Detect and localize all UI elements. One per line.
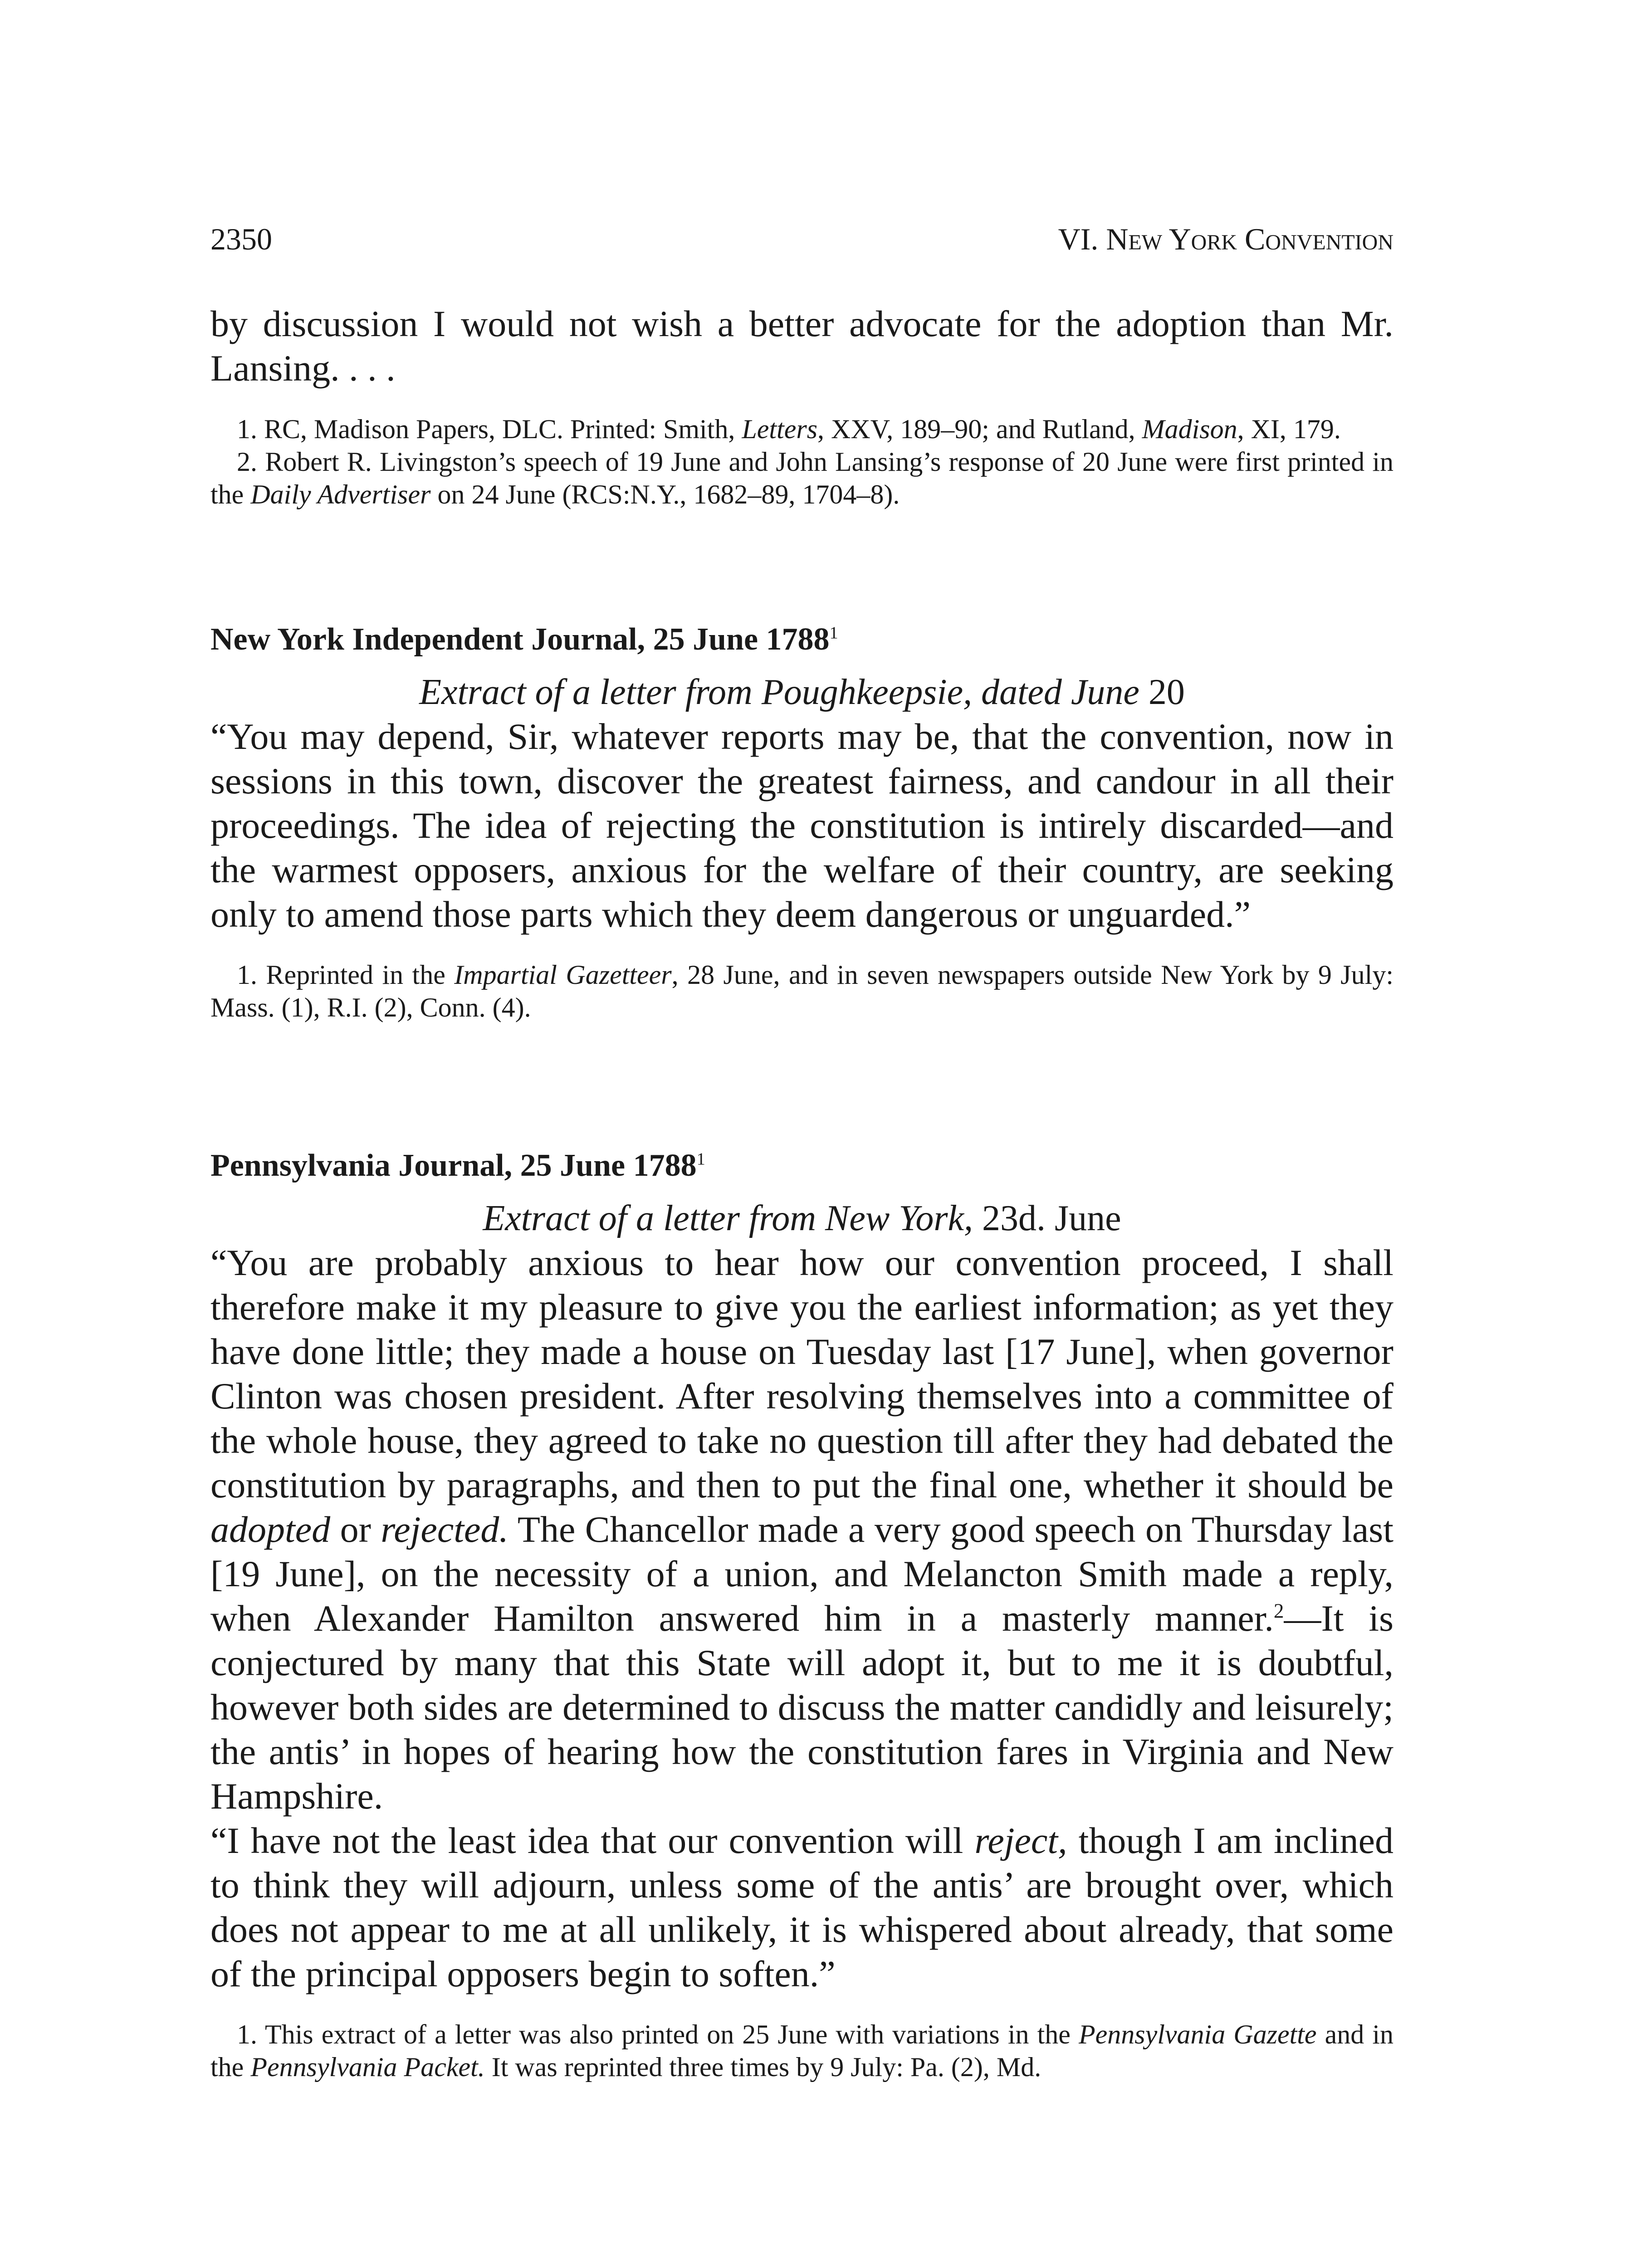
section-heading: New York Independent Journal, 25 June 1788$^1$: [210, 622, 838, 657]
dateline: Extract of a letter from Poughkeepsie, dated June 20: [419, 672, 1185, 712]
footnote: 1. RC, Madison Papers, DLC. Printed: Smith, Letters, XXV, 189–90; and Rutland, Madison, XI, 179.: [237, 414, 1341, 444]
section-heading: Pennsylvania Journal, 25 June 1788$^1$: [210, 1148, 705, 1183]
dateline: Extract of a letter from New York, 23d. June: [483, 1198, 1121, 1238]
section-pennsylvania-journal: [210, 1145, 1393, 2083]
continuation-paragraph: by discussion I would not wish a better advocate for the adoption than Mr. Lansing. . . .: [210, 303, 1393, 389]
footnote: 1. Reprinted in the Impartial Gazetteer, 28 June, and in seven newspapers outside New York by 9 July: Mass. (1), R.I. (2), Conn. (4).: [210, 960, 1393, 1022]
footnote: 2. Robert R. Livingston’s speech of 19 June and John Lansing’s response of 20 June were first printed in the Daily Advertiser on 24 June (RCS:N.Y., 1682–89, 1704–8).: [210, 447, 1393, 509]
letter-paragraph: “You are probably anxious to hear how our convention proceed, I shall therefore make it my pleasure to give you the earliest information; as yet they have done little; they made a house on Tuesday last [17 June], when governor Clinton was chosen president. After resolving themselves into a committee of the whole house, they agreed to take no question till after they had debated the constitution by paragraphs, and then to put the final one, whether it should be adopted or rejected. The Chancellor made a very good speech on Thursday last [19 June], on the necessity of a union, and Melancton Smith made a reply, when Alexander Hamilton answered him in a masterly manner.$^2$—It is conjectured by many that this State will adopt it, but to me it is doubtful, however both sides are determined to discuss the matter candidly and leisurely; the antis’ in hopes of hearing how the constitution fares in Virginia and New Hampshire.: [210, 1242, 1393, 1817]
running-head: [210, 221, 1393, 262]
letter-paragraph: “You may depend, Sir, whatever reports may be, that the convention, now in sessions in this town, discover the greatest fairness, and candour in all their proceedings. The idea of rejecting the constitution is intirely discarded—and the warmest opposers, anxious for the welfare of their country, are seeking only to amend those parts which they deem dangerous or unguarded.”: [210, 716, 1393, 935]
continuation-notes: [210, 413, 1393, 511]
running-title: VI. New York Convention: [1058, 222, 1393, 256]
continuation-block: [210, 302, 1393, 391]
section-independent-journal: [210, 619, 1393, 1024]
page-number: 2350: [210, 222, 272, 256]
letter-paragraph: “I have not the least idea that our convention will reject, though I am inclined to think they will adjourn, unless some of the antis’ are brought over, which does not appear to me at all unlikely, it is whispered about already, that some of the principal opposers begin to soften.”: [210, 1820, 1393, 1994]
footnote: 1. This extract of a letter was also printed on 25 June with variations in the Pennsylvania Gazette and in the Pennsylvania Packet. It was reprinted three times by 9 July: Pa. (2), Md.: [210, 2019, 1394, 2082]
